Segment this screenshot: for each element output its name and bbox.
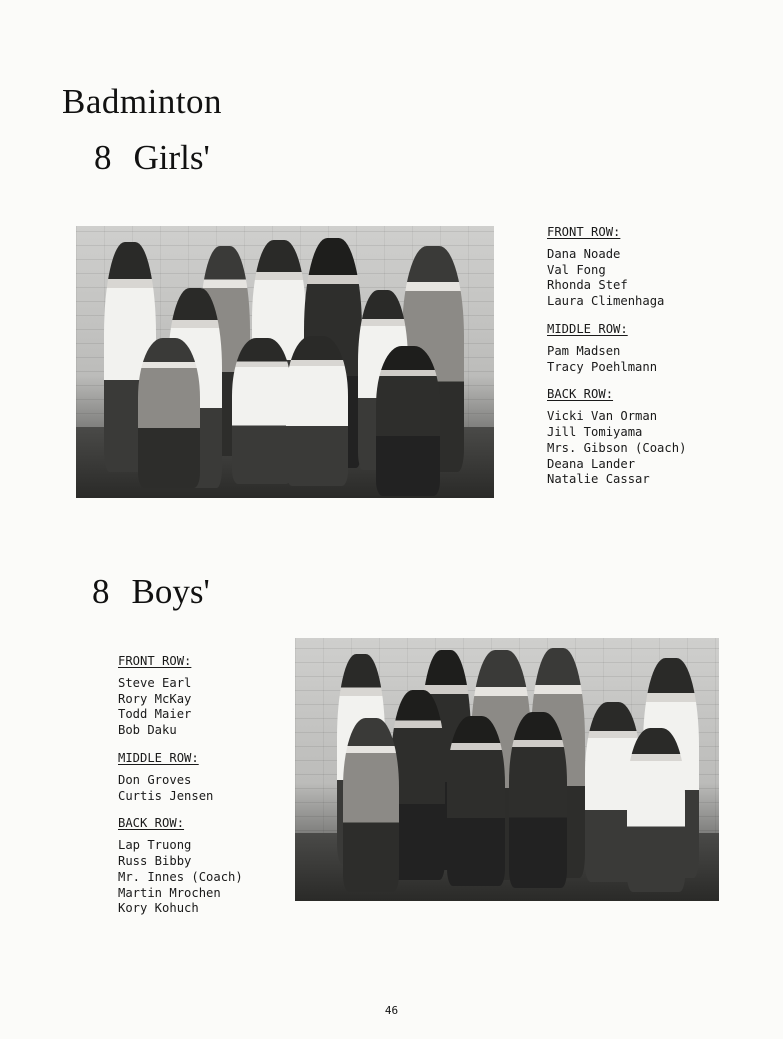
girls-front-row [547,225,686,310]
girls-team-photo [76,226,494,498]
girls-roster [547,225,686,488]
girls-section-heading [94,138,210,178]
girls-label: Girls' [133,138,210,177]
row-label: FRONT ROW: [547,225,621,239]
boys-middle-row [118,751,243,804]
row-label: MIDDLE ROW: [118,750,199,765]
boys-label: Boys' [131,572,210,611]
roster-name: Dana Noade [547,246,621,261]
roster-name: Rory McKay [118,691,192,706]
roster-name: Mrs. Gibson (Coach) [547,440,687,455]
row-label: BACK ROW: [118,816,185,831]
girls-middle-row [547,322,686,375]
roster-name: Martin Mrochen [118,885,221,900]
roster-name: Bob Daku [118,723,177,738]
row-label: BACK ROW: [547,387,614,402]
girls-back-row [547,387,686,488]
roster-name: Jill Tomiyama [547,424,643,439]
roster-name: Curtis Jensen [118,788,214,803]
roster-name: Natalie Cassar [547,472,650,487]
girls-grade: 8 [94,138,112,177]
boys-back-row [118,816,243,917]
roster-name: Kory Kohuch [118,901,199,916]
boys-section-heading [92,572,210,612]
roster-name: Tracy Poehlmann [547,359,658,374]
roster-name: Pam Madsen [547,343,621,358]
roster-name: Mr. Innes (Coach) [118,869,243,884]
roster-name: Lap Truong [118,838,192,853]
row-label: FRONT ROW: [118,654,192,668]
roster-name: Don Groves [118,772,192,787]
roster-name: Laura Climenhaga [547,294,665,309]
boys-front-row [118,654,243,739]
boys-roster [118,654,243,917]
boys-grade: 8 [92,572,110,611]
roster-name: Steve Earl [118,675,192,690]
row-label: MIDDLE ROW: [547,321,628,336]
roster-name: Rhonda Stef [547,278,628,293]
roster-name: Deana Lander [547,456,636,471]
roster-name: Vicki Van Orman [547,409,658,424]
roster-name: Val Fong [547,262,606,277]
boys-team-photo [295,638,719,901]
page-number: 46 [384,1004,399,1017]
page-title: Badminton [62,82,223,121]
roster-name: Russ Bibby [118,853,192,868]
roster-name: Todd Maier [118,707,192,722]
